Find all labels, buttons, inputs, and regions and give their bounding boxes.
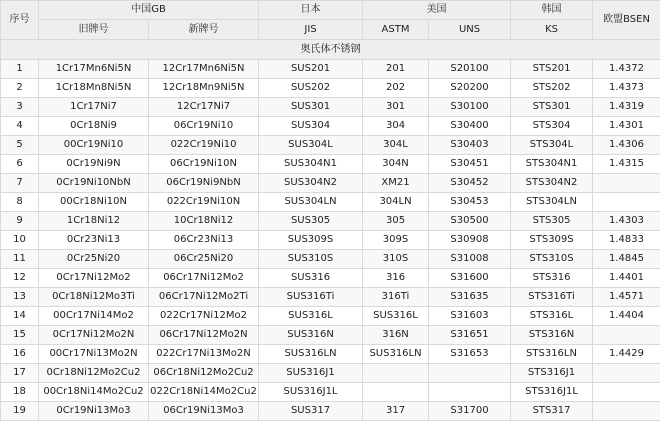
cell-old-grade: 0Cr19Ni10NbN [39, 174, 149, 193]
cell-uns: S31603 [429, 307, 511, 326]
cell-bsen: 1.4303 [593, 212, 660, 231]
cell-uns: S30100 [429, 98, 511, 117]
cell-old-grade: 0Cr17Ni12Mo2N [39, 326, 149, 345]
cell-uns: S30403 [429, 136, 511, 155]
cell-ks: STS309S [511, 231, 593, 250]
cell-bsen: 1.4429 [593, 345, 660, 364]
cell-new-grade: 022Cr18Ni14Mo2Cu2 [149, 383, 259, 402]
cell-new-grade: 022Cr19Ni10N [149, 193, 259, 212]
table-row [1, 60, 660, 79]
cell-jis: SUS304N2 [259, 174, 363, 193]
cell-jis: SUS316 [259, 269, 363, 288]
cell-new-grade: 022Cr17Ni12Mo2 [149, 307, 259, 326]
cell-jis: SUS304N1 [259, 155, 363, 174]
cell-old-grade: 00Cr18Ni14Mo2Cu2 [39, 383, 149, 402]
cell-new-grade: 06Cr17Ni12Mo2N [149, 326, 259, 345]
cell-astm: SUS316LN [363, 345, 429, 364]
cell-seq: 13 [1, 288, 39, 307]
cell-astm: 316N [363, 326, 429, 345]
table-row [1, 79, 660, 98]
cell-old-grade: 1Cr17Ni7 [39, 98, 149, 117]
cell-jis: SUS316N [259, 326, 363, 345]
table-row [1, 193, 660, 212]
table-row [1, 326, 660, 345]
table-row [1, 402, 660, 421]
cell-seq: 1 [1, 60, 39, 79]
cell-astm: 310S [363, 250, 429, 269]
cell-uns: S30908 [429, 231, 511, 250]
cell-bsen [593, 402, 660, 421]
cell-ks: STS304LN [511, 193, 593, 212]
cell-uns: S31700 [429, 402, 511, 421]
cell-uns: S31651 [429, 326, 511, 345]
header-old-grade: 旧牌号 [39, 20, 149, 40]
cell-new-grade: 06Cr19Ni13Mo3 [149, 402, 259, 421]
cell-new-grade: 06Cr25Ni20 [149, 250, 259, 269]
cell-seq: 7 [1, 174, 39, 193]
cell-astm: 202 [363, 79, 429, 98]
table-row [1, 117, 660, 136]
cell-bsen: 1.4833 [593, 231, 660, 250]
table-row [1, 174, 660, 193]
cell-jis: SUS316L [259, 307, 363, 326]
cell-ks: STS304 [511, 117, 593, 136]
cell-ks: STS316J1L [511, 383, 593, 402]
cell-bsen: 1.4373 [593, 79, 660, 98]
cell-bsen: 1.4315 [593, 155, 660, 174]
cell-jis: SUS201 [259, 60, 363, 79]
cell-bsen: 1.4571 [593, 288, 660, 307]
cell-astm: 201 [363, 60, 429, 79]
cell-old-grade: 1Cr17Mn6Ni5N [39, 60, 149, 79]
table-row [1, 250, 660, 269]
cell-bsen: 1.4301 [593, 117, 660, 136]
cell-seq: 11 [1, 250, 39, 269]
cell-seq: 3 [1, 98, 39, 117]
cell-new-grade: 06Cr23Ni13 [149, 231, 259, 250]
cell-jis: SUS316J1 [259, 364, 363, 383]
cell-uns: S30400 [429, 117, 511, 136]
cell-old-grade: 00Cr19Ni10 [39, 136, 149, 155]
cell-old-grade: 0Cr17Ni12Mo2 [39, 269, 149, 288]
cell-ks: STS316LN [511, 345, 593, 364]
cell-old-grade: 0Cr19Ni9N [39, 155, 149, 174]
cell-ks: STS304L [511, 136, 593, 155]
cell-ks: STS304N1 [511, 155, 593, 174]
table-row [1, 345, 660, 364]
cell-ks: STS310S [511, 250, 593, 269]
cell-jis: SUS304LN [259, 193, 363, 212]
cell-new-grade: 06Cr19Ni10N [149, 155, 259, 174]
header-japan: 日本 [259, 1, 363, 20]
table-row [1, 288, 660, 307]
cell-new-grade: 12Cr18Mn9Ni5N [149, 79, 259, 98]
cell-uns: S20100 [429, 60, 511, 79]
cell-bsen [593, 174, 660, 193]
cell-bsen [593, 364, 660, 383]
cell-ks: STS201 [511, 60, 593, 79]
cell-uns: S30500 [429, 212, 511, 231]
cell-jis: SUS304 [259, 117, 363, 136]
cell-jis: SUS316J1L [259, 383, 363, 402]
cell-jis: SUS304L [259, 136, 363, 155]
cell-old-grade: 0Cr23Ni13 [39, 231, 149, 250]
cell-bsen: 1.4372 [593, 60, 660, 79]
cell-old-grade: 0Cr25Ni20 [39, 250, 149, 269]
header-china-gb: 中国GB [39, 1, 259, 20]
cell-old-grade: 0Cr18Ni9 [39, 117, 149, 136]
header-seq: 序号 [1, 1, 39, 40]
cell-old-grade: 0Cr19Ni13Mo3 [39, 402, 149, 421]
header-korea: 韩国 [511, 1, 593, 20]
cell-seq: 4 [1, 117, 39, 136]
cell-astm: 304N [363, 155, 429, 174]
cell-jis: SUS305 [259, 212, 363, 231]
header-usa: 美国 [363, 1, 511, 20]
table-row [1, 383, 660, 402]
table-row [1, 231, 660, 250]
cell-bsen: 1.4319 [593, 98, 660, 117]
header-new-grade: 新牌号 [149, 20, 259, 40]
header-astm: ASTM [363, 20, 429, 40]
table-row [1, 98, 660, 117]
cell-bsen: 1.4845 [593, 250, 660, 269]
cell-seq: 8 [1, 193, 39, 212]
cell-jis: SUS202 [259, 79, 363, 98]
cell-bsen [593, 326, 660, 345]
cell-uns: S31635 [429, 288, 511, 307]
cell-astm: 317 [363, 402, 429, 421]
cell-jis: SUS310S [259, 250, 363, 269]
cell-old-grade: 0Cr18Ni12Mo2Cu2 [39, 364, 149, 383]
cell-ks: STS316N [511, 326, 593, 345]
cell-new-grade: 06Cr18Ni12Mo2Cu2 [149, 364, 259, 383]
cell-jis: SUS316Ti [259, 288, 363, 307]
cell-new-grade: 10Cr18Ni12 [149, 212, 259, 231]
cell-bsen [593, 193, 660, 212]
cell-seq: 19 [1, 402, 39, 421]
header-jis: JIS [259, 20, 363, 40]
cell-uns: S31653 [429, 345, 511, 364]
cell-jis: SUS301 [259, 98, 363, 117]
cell-bsen [593, 383, 660, 402]
cell-old-grade: 00Cr17Ni13Mo2N [39, 345, 149, 364]
cell-uns [429, 364, 511, 383]
cell-uns: S31008 [429, 250, 511, 269]
table-body [1, 40, 660, 421]
cell-new-grade: 06Cr17Ni12Mo2Ti [149, 288, 259, 307]
cell-new-grade: 06Cr19Ni9NbN [149, 174, 259, 193]
header-ks: KS [511, 20, 593, 40]
cell-ks: STS316 [511, 269, 593, 288]
cell-new-grade: 12Cr17Ni7 [149, 98, 259, 117]
cell-astm: 304LN [363, 193, 429, 212]
cell-seq: 16 [1, 345, 39, 364]
cell-old-grade: 1Cr18Ni12 [39, 212, 149, 231]
section-title: 奥氏体不锈钢 [1, 40, 660, 60]
cell-astm: 304L [363, 136, 429, 155]
cell-new-grade: 022Cr17Ni13Mo2N [149, 345, 259, 364]
cell-astm [363, 383, 429, 402]
cell-astm: 301 [363, 98, 429, 117]
cell-bsen: 1.4401 [593, 269, 660, 288]
cell-astm: XM21 [363, 174, 429, 193]
cell-seq: 5 [1, 136, 39, 155]
cell-astm: 316 [363, 269, 429, 288]
cell-seq: 17 [1, 364, 39, 383]
cell-uns: S20200 [429, 79, 511, 98]
cell-astm: 304 [363, 117, 429, 136]
cell-old-grade: 00Cr17Ni14Mo2 [39, 307, 149, 326]
cell-old-grade: 0Cr18Ni12Mo3Ti [39, 288, 149, 307]
cell-seq: 10 [1, 231, 39, 250]
cell-new-grade: 12Cr17Mn6Ni5N [149, 60, 259, 79]
cell-astm: 316Ti [363, 288, 429, 307]
cell-seq: 14 [1, 307, 39, 326]
cell-ks: STS316Ti [511, 288, 593, 307]
header-eu: 欧盟BSEN [593, 1, 660, 40]
header-uns: UNS [429, 20, 511, 40]
cell-uns [429, 383, 511, 402]
cell-old-grade: 00Cr18Ni10N [39, 193, 149, 212]
cell-ks: STS301 [511, 98, 593, 117]
cell-bsen: 1.4306 [593, 136, 660, 155]
cell-seq: 12 [1, 269, 39, 288]
cell-seq: 18 [1, 383, 39, 402]
cell-jis: SUS316LN [259, 345, 363, 364]
cell-bsen: 1.4404 [593, 307, 660, 326]
cell-uns: S30452 [429, 174, 511, 193]
table-row [1, 307, 660, 326]
cell-seq: 9 [1, 212, 39, 231]
cell-uns: S30451 [429, 155, 511, 174]
cell-new-grade: 06Cr17Ni12Mo2 [149, 269, 259, 288]
table-header [1, 1, 660, 40]
cell-astm: 309S [363, 231, 429, 250]
section-row [1, 40, 660, 60]
cell-ks: STS304N2 [511, 174, 593, 193]
cell-ks: STS317 [511, 402, 593, 421]
cell-astm: SUS316L [363, 307, 429, 326]
table-row [1, 212, 660, 231]
cell-astm [363, 364, 429, 383]
cell-jis: SUS309S [259, 231, 363, 250]
cell-ks: STS316L [511, 307, 593, 326]
cell-seq: 15 [1, 326, 39, 345]
cell-ks: STS305 [511, 212, 593, 231]
cell-astm: 305 [363, 212, 429, 231]
table-row [1, 269, 660, 288]
cell-old-grade: 1Cr18Mn8Ni5N [39, 79, 149, 98]
table-row [1, 364, 660, 383]
cell-ks: STS202 [511, 79, 593, 98]
cell-seq: 6 [1, 155, 39, 174]
cell-new-grade: 022Cr19Ni10 [149, 136, 259, 155]
cell-new-grade: 06Cr19Ni10 [149, 117, 259, 136]
cell-uns: S30453 [429, 193, 511, 212]
table-row [1, 155, 660, 174]
cell-seq: 2 [1, 79, 39, 98]
cell-uns: S31600 [429, 269, 511, 288]
table-row [1, 136, 660, 155]
cell-jis: SUS317 [259, 402, 363, 421]
cell-ks: STS316J1 [511, 364, 593, 383]
